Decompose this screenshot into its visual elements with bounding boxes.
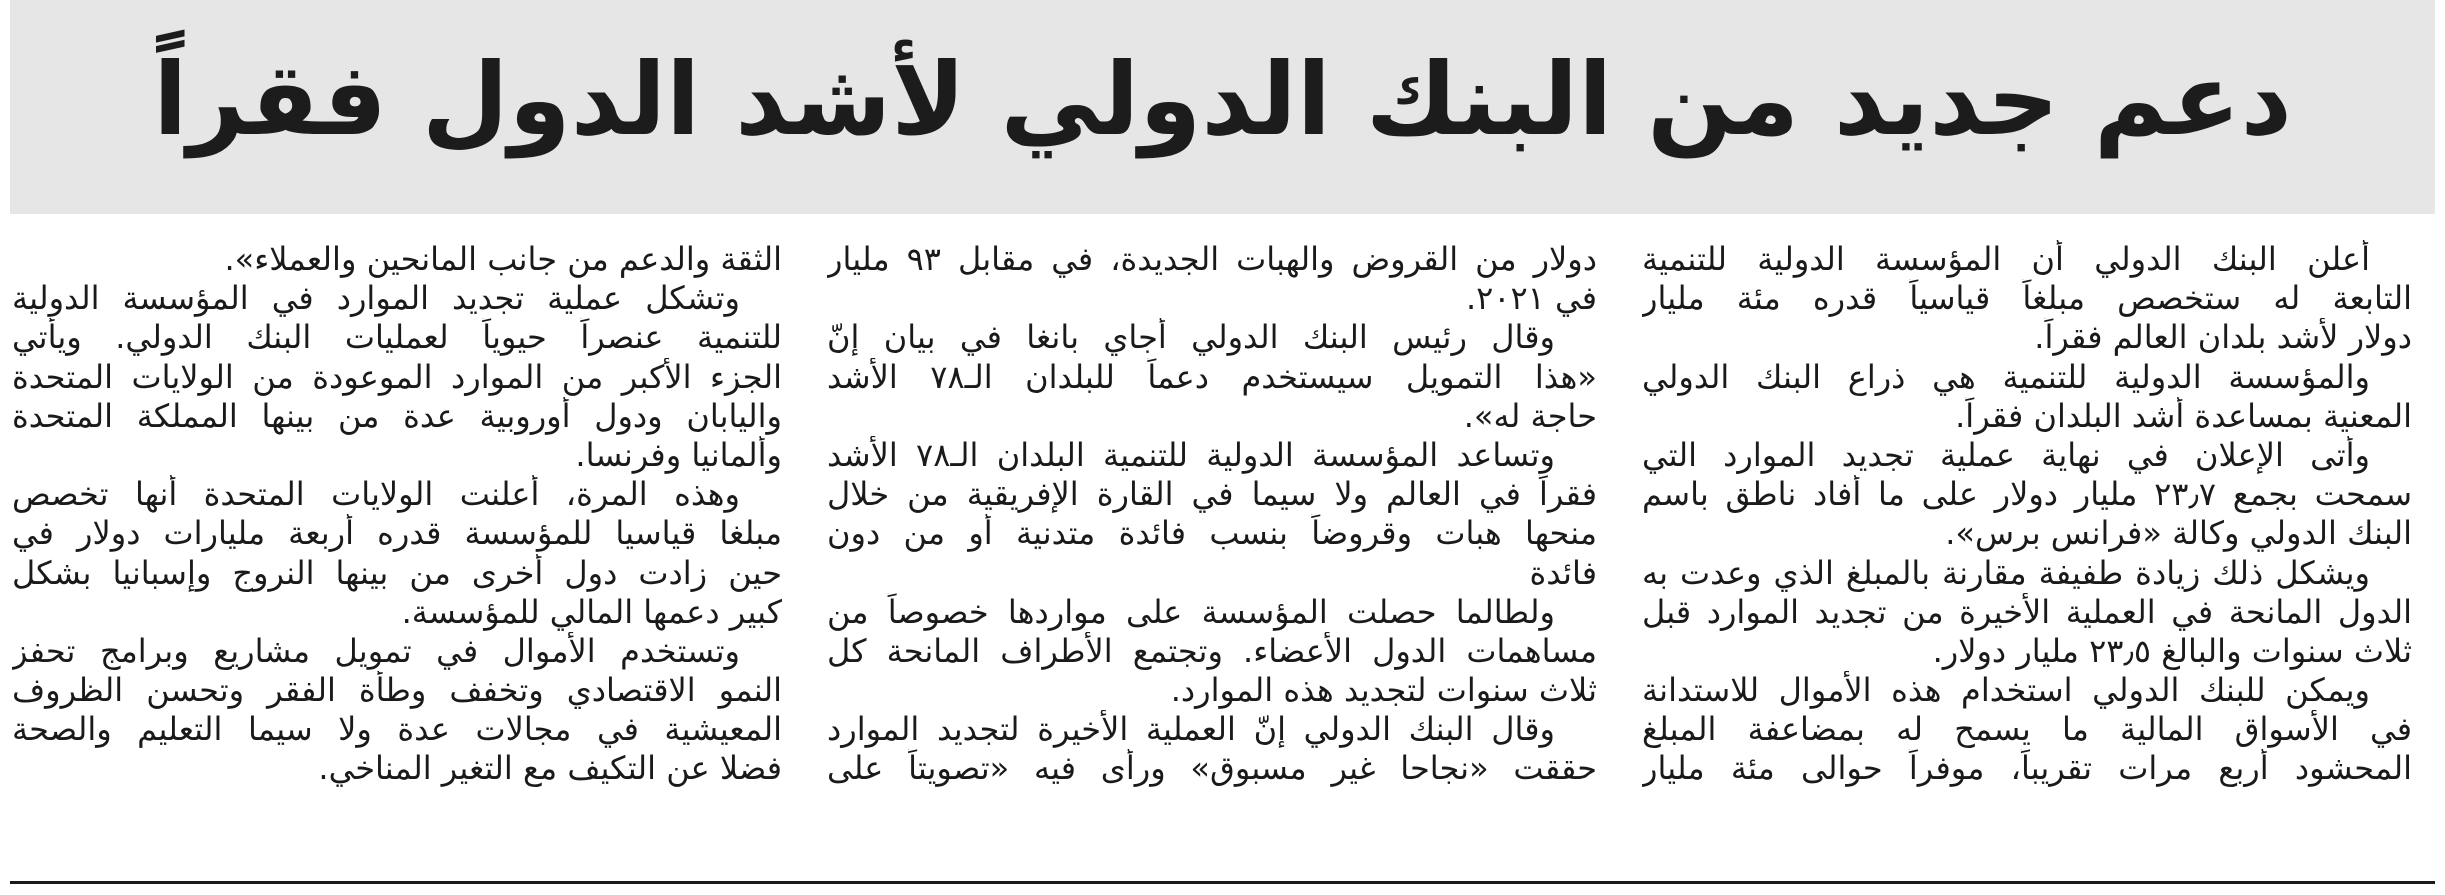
text-line: وتشكل عملية تجديد الموارد في المؤسسة الدولية bbox=[12, 279, 740, 318]
text-line: التابعة له ستخصص مبلغاً قياسياً قدره مئة مليار bbox=[1642, 279, 2412, 318]
text-line: وألمانيا وفرنسا. bbox=[575, 435, 782, 474]
text-line: الجزء الأكبر من الموارد الموعودة من الولايات المتحدة bbox=[12, 357, 782, 396]
text-line: ويمكن للبنك الدولي استخدام هذه الأموال للاستدانة bbox=[1642, 671, 2370, 710]
text-line: في ٢٠٢١. bbox=[1465, 279, 1597, 318]
article-column-2 bbox=[827, 240, 1597, 870]
text-line: وقال البنك الدولي إنّ العملية الأخيرة لتجديد الموارد bbox=[827, 710, 1555, 749]
text-line: ثلاث سنوات والبالغ ٢٣٫٥ مليار دولار. bbox=[1932, 631, 2412, 670]
article-column-1 bbox=[1642, 240, 2412, 870]
text-line: المعيشية في مجالات عدة ولا سيما التعليم والصحة bbox=[12, 710, 782, 749]
text-line: وقال رئيس البنك الدولي أجاي بانغا في بيان إنّ bbox=[827, 318, 1555, 357]
text-line: أعلن البنك الدولي أن المؤسسة الدولية للتنمية bbox=[1642, 240, 2370, 278]
text-line: فضلا عن التكيف مع التغير المناخي. bbox=[318, 749, 782, 788]
text-line: سمحت بجمع ٢٣٫٧ مليار دولار على ما أفاد ناطق باسم bbox=[1642, 475, 2412, 514]
text-line: والمؤسسة الدولية للتنمية هي ذراع البنك الدولي bbox=[1642, 357, 2370, 396]
text-line: المحشود أربع مرات تقريباً، موفراً حوالى مئة مليار bbox=[1642, 749, 2412, 788]
headline-banner bbox=[10, 0, 2435, 214]
text-line: مساهمات الدول الأعضاء. وتجتمع الأطراف المانحة كل bbox=[827, 631, 1597, 670]
text-line: وتساعد المؤسسة الدولية للتنمية البلدان الـ٧٨ الأشد bbox=[827, 435, 1556, 474]
text-line: ثلاث سنوات لتجديد هذه الموارد. bbox=[1170, 671, 1597, 710]
bottom-divider bbox=[10, 881, 2435, 884]
text-line: دولار لأشد بلدان العالم فقراً. bbox=[2034, 318, 2412, 357]
text-line: «هذا التمويل سيستخدم دعماً للبلدان الـ٧٨ الأشد bbox=[827, 357, 1597, 396]
text-line: الثقة والدعم من جانب المانحين والعملاء». bbox=[224, 240, 782, 278]
text-line: فائدة bbox=[1529, 553, 1597, 592]
article-column-3 bbox=[12, 240, 782, 870]
text-line: دولار من القروض والهبات الجديدة، في مقابل ٩٣ مليار bbox=[827, 240, 1597, 278]
text-line: حاجة له». bbox=[1463, 396, 1597, 435]
text-line: منحها هبات وقروضاً بنسب فائدة متدنية أو من دون bbox=[827, 514, 1597, 553]
text-line: وتستخدم الأموال في تمويل مشاريع وبرامج تحفز bbox=[12, 631, 740, 670]
text-line: ويشكل ذلك زيادة طفيفة مقارنة بالمبلغ الذي وعدت به bbox=[1642, 553, 2370, 592]
text-line: واليابان ودول أوروبية عدة من بينها المملكة المتحدة bbox=[12, 396, 782, 435]
text-line: وأتى الإعلان في نهاية عملية تجديد الموارد التي bbox=[1642, 435, 2370, 474]
text-line: حققت «نجاحا غير مسبوق» ورأى فيه «تصويتاً على bbox=[827, 749, 1597, 788]
text-line: فقراً في العالم ولا سيما في القارة الإفريقية من خلال bbox=[827, 475, 1597, 514]
text-line: النمو الاقتصادي وتخفف وطأة الفقر وتحسن الظروف bbox=[12, 671, 782, 710]
text-line: مبلغا قياسيا للمؤسسة قدره أربعة مليارات دولار في bbox=[12, 514, 782, 553]
headline: دعم جديد من البنك الدولي لأشد الدول فقراً bbox=[153, 41, 2292, 158]
text-line: المعنية بمساعدة أشد البلدان فقراً. bbox=[1955, 396, 2412, 435]
text-line: البنك الدولي وكالة «فرانس برس». bbox=[1945, 514, 2412, 553]
text-line: في الأسواق المالية ما يسمح له بمضاعفة المبلغ bbox=[1642, 710, 2412, 749]
text-line: الدول المانحة في العملية الأخيرة من تجديد الموارد قبل bbox=[1642, 592, 2412, 631]
text-line: وهذه المرة، أعلنت الولايات المتحدة أنها تخصص bbox=[12, 475, 740, 514]
text-line: حين زادت دول أخرى من بينها النروج وإسبانيا بشكل bbox=[12, 553, 782, 592]
text-line: للتنمية عنصراً حيوياً لعمليات البنك الدولي. ويأتي bbox=[12, 318, 782, 357]
text-line: كبير دعمها المالي للمؤسسة. bbox=[401, 592, 782, 631]
text-line: ولطالما حصلت المؤسسة على مواردها خصوصاً من bbox=[827, 592, 1555, 631]
